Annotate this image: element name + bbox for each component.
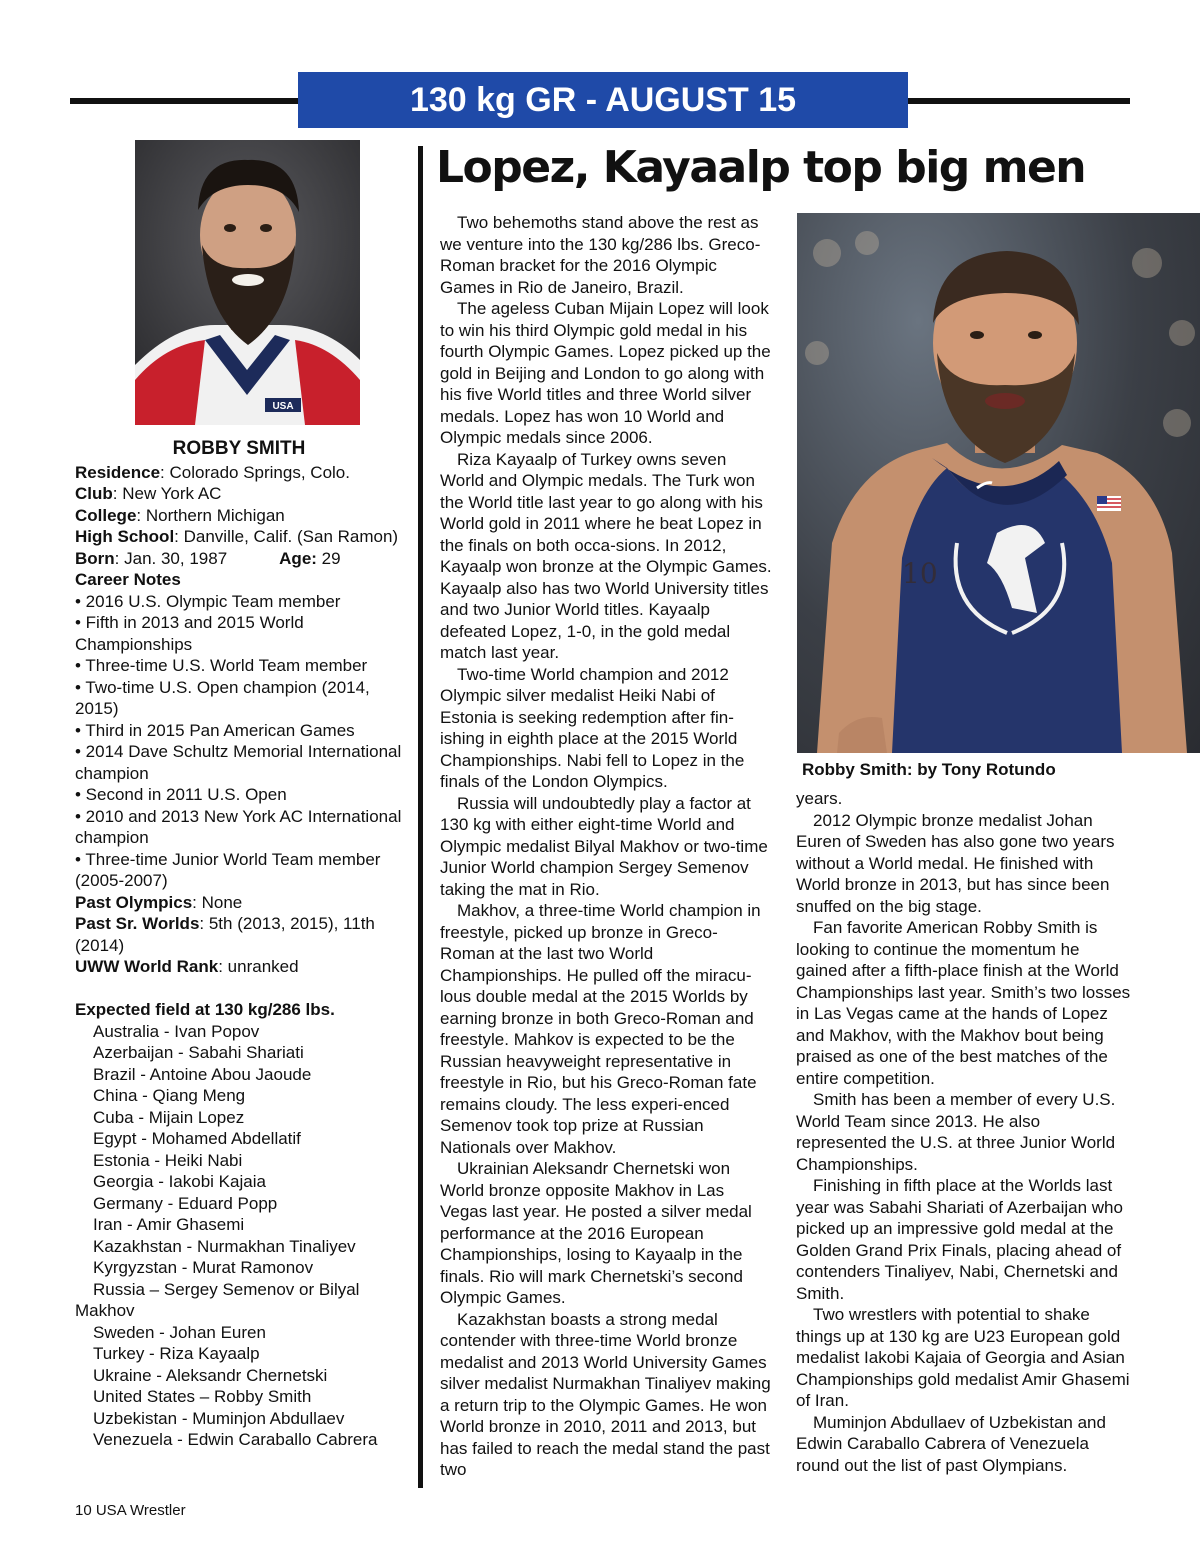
photo-caption: Robby Smith: by Tony Rotundo [802,760,1056,779]
header-rule-right [906,98,1130,104]
article-paragraph: Ukrainian Aleksandr Chernetski won World bronze opposite Makhov in Las Vegas last year. He posted a silver medal performance at the 2016 European Championships, losing to Kayaalp in the finals. Rio will mark Chernetski’s second Olympic Games. [440,1159,752,1307]
field-entry: Uzbekistan - Muminjon Abdullaev [93,1408,345,1428]
athlete-profile [75,438,403,1451]
article-paragraph: Smith has been a member of every U.S. World Team since 2013. He also represented the U.S. at three Junior World Championships. [796,1090,1116,1174]
past-olympics-label: Past Olympics [75,892,193,912]
field-entry: Azerbaijan - Sabahi Shariati [93,1043,304,1062]
college-value: : Northern Michigan [136,505,285,525]
career-note: • Fifth in 2013 and 2015 World Championships [75,613,304,654]
residence-row [75,462,403,484]
residence-label: Residence [75,462,161,482]
field-entry: Estonia - Heiki Nabi [93,1150,243,1170]
field-entry: Germany - Eduard Popp [93,1193,278,1213]
athlete-name: ROBBY SMITH [172,438,306,459]
college-row [75,505,403,527]
career-note: • Second in 2011 U.S. Open [75,785,287,804]
high-school-row [75,526,403,548]
high-school-value: : Danville, Calif. (San Ramon) [174,527,399,546]
field-entry: Georgia - Iakobi Kajaia [93,1172,266,1191]
field-entry: Ukraine - Aleksandr Chernetski [93,1365,328,1385]
career-note: • Third in 2015 Pan American Games [75,720,355,740]
field-entry: Egypt - Mohamed Abdellatif [93,1129,301,1148]
club-row [75,483,403,505]
portrait-photo [135,140,360,425]
past-olympics-value: : None [192,892,243,912]
column-divider [418,146,423,1488]
action-photo [797,213,1200,753]
field-entry: Brazil - Antoine Abou Jaoude [93,1064,312,1084]
article-paragraph: Riza Kayaalp of Turkey owns seven World and Olympic medals. The Turk won the World title last year to go along with his World gold in 2011 where he beat Lopez in the finals on both occa-sions. In 2012, Kayaalp won bronze at the Olympic Games. Kayaalp also has two World University titles and two Junior World titles. Kayaalp defeated Lopez, 1-0, in the gold medal match last year. [440,449,772,662]
article-paragraph: Two behemoths stand above the rest as we venture into the 130 kg/286 lbs. Greco-Roman bracket for the 2016 Olympic Games in Rio de Janeiro, Brazil. [440,213,761,297]
career-note: • 2010 and 2013 New York AC International champion [75,806,402,847]
residence-value: : Colorado Springs, Colo. [160,462,350,482]
born-row [75,548,403,570]
article-paragraph: Two wrestlers with potential to shake things up at 130 kg are U23 European gold medalist Iakobi Kajaia of Georgia and Asian Championships gold medalist Amir Ghasemi of Iran. [796,1305,1130,1410]
career-note: • 2016 U.S. Olympic Team member [75,591,341,611]
article-paragraph: years. [796,789,843,808]
article-paragraph: Russia will undoubtedly play a factor at 130 kg with either eight-time World and Olympic medalist Bilyal Makhov or two-time Junior World champion Sergey Semenov taking the mat in Rio. [440,793,768,899]
article-paragraph: Finishing in fifth place at the Worlds last year was Sabahi Shariati of Azerbaijan who picked up an impressive gold medal at the Golden Grand Prix Finals, placing ahead of contenders Tinaliyev, Nabi, Chernetski and Smith. [796,1176,1123,1303]
field-entry: Kazakhstan - Nurmakhan Tinaliyev [93,1236,356,1256]
past-olympics-row [75,892,403,914]
article-paragraph: Kazakhstan boasts a strong medal contender with three-time World bronze medalist and 2013 World University Games silver medalist Nurmakhan Tinaliyev making a return trip to the Olympic Games. He won World bronze in 2010, 2011 and 2013, but has failed to reach the medal stand the past two [440,1309,771,1479]
field-entry: Kyrgyzstan - Murat Ramonov [93,1258,314,1277]
born-value: : Jan. 30, 1987 [114,548,228,568]
article-paragraph: Makhov, a three-time World champion in freestyle, picked up bronze in Greco-Roman at the last two World Championships. He pulled off the miracu-lous double medal at the 2015 Worlds by earning bronze in both Greco-Roman and freestyle. Mahkov is expected to be the Russian heavyweight representative in freestyle in Rio, but his Greco-Roman fate remains cloudy. The less experi-enced Semenov took top prize at Russian Nationals over Makhov. [440,901,761,1157]
career-notes-heading: Career Notes [75,570,181,589]
article-paragraph: Two-time World champion and 2012 Olympic silver medalist Heiki Nabi of Estonia is seeking redemption after fin-ishing in eighth place at the 2015 World Championships. Nabi fell to Lopez in the finals of the London Olympics. [440,664,745,791]
career-note: • Two-time U.S. Open champion (2014, 2015) [75,677,370,718]
club-value: : New York AC [112,484,222,503]
article-paragraph: 2012 Olympic bronze medalist Johan Euren of Sweden has also gone two years without a World medal. He finished with World bronze in 2013, but has since been snuffed on the big stage. [796,810,1115,916]
usa-logo-text: USA [272,401,294,412]
page-footer: 10 USA Wrestler [75,1502,186,1519]
article-headline: Lopez, Kayaalp top big men [436,142,1086,193]
career-note: • Three-time U.S. World Team member [75,656,368,675]
expected-field-heading: Expected field at 130 kg/286 lbs. [75,1000,335,1019]
career-note: • Three-time Junior World Team member (2005-2007) [75,849,381,890]
past-worlds-value: : 5th (2013, 2015), 11th (2014) [75,914,375,955]
field-entry: Venezuela - Edwin Caraballo Cabrera [93,1430,378,1449]
world-rank-label: UWW World Rank [75,957,219,976]
field-entry: Russia – Sergey Semenov or Bilyal Makhov [75,1279,360,1320]
tattoo-text: 10 [902,557,938,590]
article-column-1 [440,212,772,1481]
age-value: 29 [316,548,341,568]
age-label: Age: [279,548,317,568]
club-label: Club [75,484,113,503]
field-entry: China - Qiang Meng [93,1086,246,1105]
field-entry: Australia - Ivan Popov [93,1021,260,1041]
article-paragraph: The ageless Cuban Mijain Lopez will look to win his third Olympic gold medal in his fourth Olympic Games. Lopez picked up the gold in Beijing and London to go along with his five World titles and three World silver medals. Lopez has won 10 World and Olympic medals since 2006. [440,299,771,447]
field-entry: Sweden - Johan Euren [93,1322,266,1342]
article-paragraph: Muminjon Abdullaev of Uzbekistan and Edwin Caraballo Cabrera of Venezuela round out the list of past Olympians. [796,1412,1106,1475]
past-worlds-row [75,913,403,956]
college-label: College [75,505,137,525]
header-rule-left [70,98,300,104]
past-worlds-label: Past Sr. Worlds [75,914,200,933]
high-school-label: High School [75,527,175,546]
field-entry: Iran - Amir Ghasemi [93,1215,245,1234]
born-label: Born [75,548,115,568]
article-paragraph: Fan favorite American Robby Smith is looking to continue the momentum he gained after a fifth-place finish at the World Championships last year. Smith’s two losses in Las Vegas came at the hands of Lopez and Makhov, with the Makhov bout being praised as one of the best matches of the entire competition. [796,918,1131,1088]
section-banner: 130 kg GR - AUGUST 15 [298,72,908,128]
article-column-2 [796,788,1132,1476]
career-notes-list [75,591,403,892]
career-note: • 2014 Dave Schultz Memorial International champion [75,742,402,783]
field-entry: Turkey - Riza Kayaalp [93,1344,260,1363]
field-entry: Cuba - Mijain Lopez [93,1107,245,1127]
world-rank-value: : unranked [218,957,299,976]
world-rank-row [75,956,403,978]
expected-field-list [75,1021,403,1451]
field-entry: United States – Robby Smith [93,1387,312,1406]
